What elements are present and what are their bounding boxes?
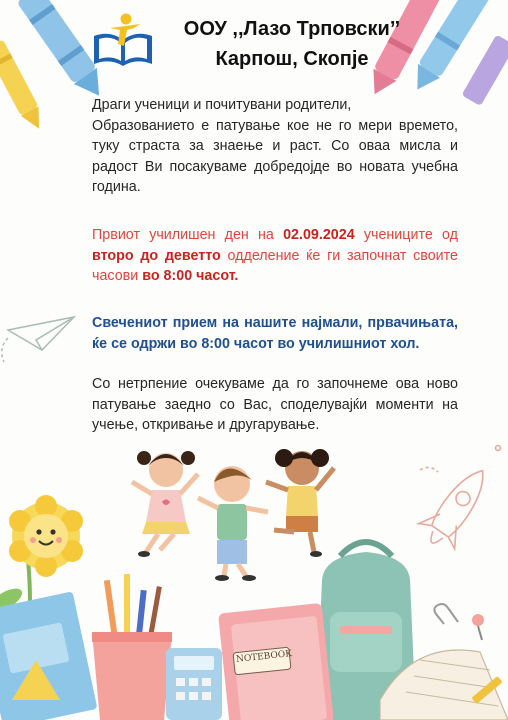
paperclip-icon [434, 604, 458, 624]
closing-paragraph: Со нетрпение очекуваме да го започнеме ова ново патување заедно со Вас, споделувајќи моменти на учење, откривање и другарување. [92, 376, 458, 433]
ceremony-paragraph: Свечениот прием на нашите најмали, првачињата, ќе се одржи во 8:00 часот во училишниот хол. [92, 315, 458, 352]
first-day-paragraph [92, 225, 458, 287]
greeting-body: Образованието е патување кое не го мери времето, туку страста за знаење и раст. Со оваа мисла и радост Ви посакуваме добредојде во новата учебна година. [92, 117, 458, 195]
first-day-date: 02.09.2024 [283, 227, 355, 243]
school-name-line1: ООУ ,,Лазо Трповски’’ [183, 18, 401, 40]
pushpin-icon [472, 614, 484, 640]
first-day-text-1: Првиот училишен ден на [92, 227, 284, 243]
crayon-icon [0, 39, 48, 133]
first-day-grades: второ до деветто [92, 247, 221, 264]
children-icon [132, 449, 334, 581]
header [90, 6, 420, 76]
school-name [162, 14, 422, 74]
first-day-text-3: одделение ќе ги започнат своите часови [92, 247, 458, 284]
greeting-paragraph [92, 95, 458, 198]
first-day-time: во 8:00 часот. [142, 268, 239, 284]
notebook-icon [0, 591, 97, 720]
greeting-salutation: Драги ученици и почитувани родители, [92, 97, 352, 113]
pencil-cup-icon [92, 574, 172, 720]
rocket-icon [414, 446, 501, 556]
first-day-text-2: учениците од [354, 227, 458, 243]
book-figure-icon [90, 10, 156, 70]
notebook-label: NOTEBOOK [235, 649, 293, 665]
school-location: Карпош, Скопје [215, 48, 369, 70]
paper-plane-icon [2, 317, 74, 362]
calculator-icon [166, 648, 222, 720]
